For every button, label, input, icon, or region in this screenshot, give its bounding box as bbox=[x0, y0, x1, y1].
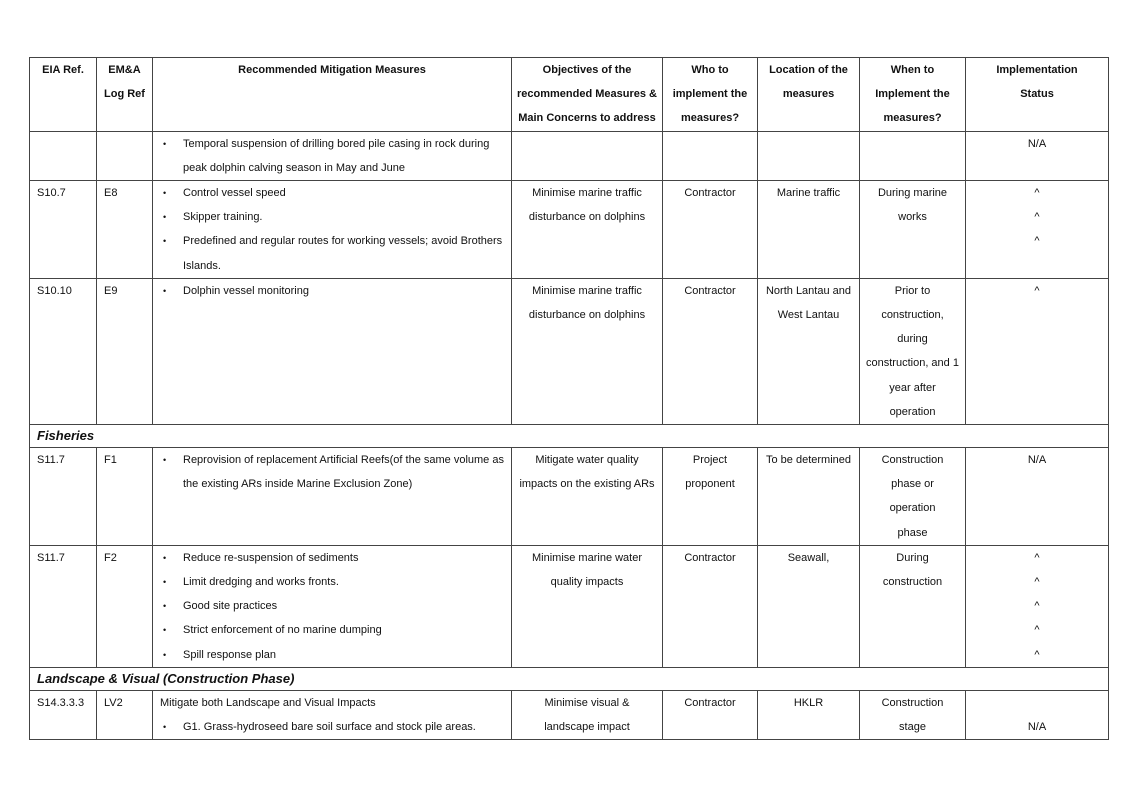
objective-cell: Minimise marine traffic disturbance on dolphins bbox=[512, 278, 663, 424]
header-who: Who to implement the measures? bbox=[663, 58, 758, 132]
log-ref-cell bbox=[97, 131, 153, 180]
status-value: ^ bbox=[1034, 576, 1040, 589]
table-row bbox=[30, 690, 1109, 739]
measure-item: • G1. Grass-hydroseed bare soil surface and stock pile areas. bbox=[153, 715, 511, 739]
measures-cell bbox=[153, 690, 512, 739]
location-cell: Marine traffic bbox=[758, 181, 860, 279]
header-measures: Recommended Mitigation Measures bbox=[153, 58, 512, 132]
eia-ref-cell: S11.7 bbox=[30, 545, 97, 667]
status-value: ^ bbox=[1034, 551, 1040, 564]
header-log-ref: EM&A Log Ref bbox=[97, 58, 153, 132]
measures-cell bbox=[153, 545, 512, 667]
eia-ref-cell: S11.7 bbox=[30, 448, 97, 546]
measure-item: • Dolphin vessel monitoring bbox=[153, 279, 511, 303]
status-cell bbox=[966, 131, 1109, 180]
status-value: ^ bbox=[1034, 187, 1040, 200]
location-cell: HKLR bbox=[758, 690, 860, 739]
location-cell: Seawall, bbox=[758, 545, 860, 667]
when-cell: Prior to construction, during construction, and 1 year after operation bbox=[860, 278, 966, 424]
eia-ref-cell: S10.7 bbox=[30, 181, 97, 279]
table-body bbox=[30, 131, 1109, 740]
measures-cell bbox=[153, 448, 512, 546]
objective-cell: Mitigate water quality impacts on the existing ARs bbox=[512, 448, 663, 546]
who-cell: Contractor bbox=[663, 278, 758, 424]
location-cell: To be determined bbox=[758, 448, 860, 546]
status-value: ^ bbox=[1034, 284, 1040, 297]
measure-item: • Temporal suspension of drilling bored pile casing in rock during peak dolphin calving season in May and June bbox=[153, 132, 511, 180]
header-location: Location of the measures bbox=[758, 58, 860, 132]
when-cell bbox=[860, 131, 966, 180]
mitigation-measures-sheet bbox=[29, 57, 1108, 740]
when-cell: Construction phase or operation phase bbox=[860, 448, 966, 546]
section-row bbox=[30, 425, 1109, 448]
measure-item: • Control vessel speed bbox=[153, 181, 511, 205]
table-row bbox=[30, 545, 1109, 667]
header-eia-ref: EIA Ref. bbox=[30, 58, 97, 132]
section-title: Landscape & Visual (Construction Phase) bbox=[30, 667, 1109, 690]
objective-cell: Minimise marine traffic disturbance on dolphins bbox=[512, 181, 663, 279]
table-header-row bbox=[30, 58, 1109, 132]
who-cell: Contractor bbox=[663, 690, 758, 739]
status-value: ^ bbox=[1034, 600, 1040, 613]
measures-cell bbox=[153, 131, 512, 180]
log-ref-cell: LV2 bbox=[97, 690, 153, 739]
header-when: When to Implement the measures? bbox=[860, 58, 966, 132]
eia-ref-cell: S14.3.3.3 bbox=[30, 690, 97, 739]
log-ref-cell: F1 bbox=[97, 448, 153, 546]
who-cell bbox=[663, 131, 758, 180]
log-ref-cell: E9 bbox=[97, 278, 153, 424]
status-cell bbox=[966, 690, 1109, 739]
status-cell bbox=[966, 545, 1109, 667]
who-cell: Project proponent bbox=[663, 448, 758, 546]
objective-cell: Minimise visual & landscape impact bbox=[512, 690, 663, 739]
status-value bbox=[966, 691, 1108, 715]
objective-cell: Minimise marine water quality impacts bbox=[512, 545, 663, 667]
measure-item: • Spill response plan bbox=[153, 643, 511, 667]
table-row bbox=[30, 278, 1109, 424]
status-cell bbox=[966, 181, 1109, 279]
table-row bbox=[30, 448, 1109, 546]
measure-item: • Good site practices bbox=[153, 594, 511, 618]
status-value: ^ bbox=[1034, 211, 1040, 224]
status-cell bbox=[966, 278, 1109, 424]
eia-ref-cell bbox=[30, 131, 97, 180]
status-value: N/A bbox=[1027, 454, 1047, 467]
log-ref-cell: F2 bbox=[97, 545, 153, 667]
measure-item: • Reduce re-suspension of sediments bbox=[153, 546, 511, 570]
measure-item: • Predefined and regular routes for working vessels; avoid Brothers Islands. bbox=[153, 229, 511, 277]
status-value: ^ bbox=[1034, 235, 1040, 248]
who-cell: Contractor bbox=[663, 545, 758, 667]
section-row bbox=[30, 667, 1109, 690]
location-cell: North Lantau and West Lantau bbox=[758, 278, 860, 424]
who-cell: Contractor bbox=[663, 181, 758, 279]
measures-cell bbox=[153, 278, 512, 424]
table-row bbox=[30, 131, 1109, 180]
status-value: ^ bbox=[1034, 648, 1040, 661]
measure-item: • Skipper training. bbox=[153, 205, 511, 229]
status-value: N/A bbox=[1027, 137, 1047, 150]
when-cell: During construction bbox=[860, 545, 966, 667]
mitigation-table bbox=[29, 57, 1109, 740]
measures-cell bbox=[153, 181, 512, 279]
measure-item: • Limit dredging and works fronts. bbox=[153, 570, 511, 594]
measure-item: • Strict enforcement of no marine dumping bbox=[153, 618, 511, 642]
status-value: ^ bbox=[1034, 624, 1040, 637]
when-cell: Construction stage bbox=[860, 690, 966, 739]
table-row bbox=[30, 181, 1109, 279]
when-cell: During marine works bbox=[860, 181, 966, 279]
header-objectives: Objectives of the recommended Measures & Main Concerns to address bbox=[512, 58, 663, 132]
measure-item: • Reprovision of replacement Artificial Reefs(of the same volume as the existing ARs inside Marine Exclusion Zone) bbox=[153, 448, 511, 496]
eia-ref-cell: S10.10 bbox=[30, 278, 97, 424]
objective-cell bbox=[512, 131, 663, 180]
measures-intro: Mitigate both Landscape and Visual Impacts bbox=[160, 696, 376, 709]
status-cell bbox=[966, 448, 1109, 546]
section-title: Fisheries bbox=[30, 425, 1109, 448]
header-status: Implementation Status bbox=[966, 58, 1109, 132]
status-value: N/A bbox=[1027, 721, 1047, 734]
log-ref-cell: E8 bbox=[97, 181, 153, 279]
location-cell bbox=[758, 131, 860, 180]
